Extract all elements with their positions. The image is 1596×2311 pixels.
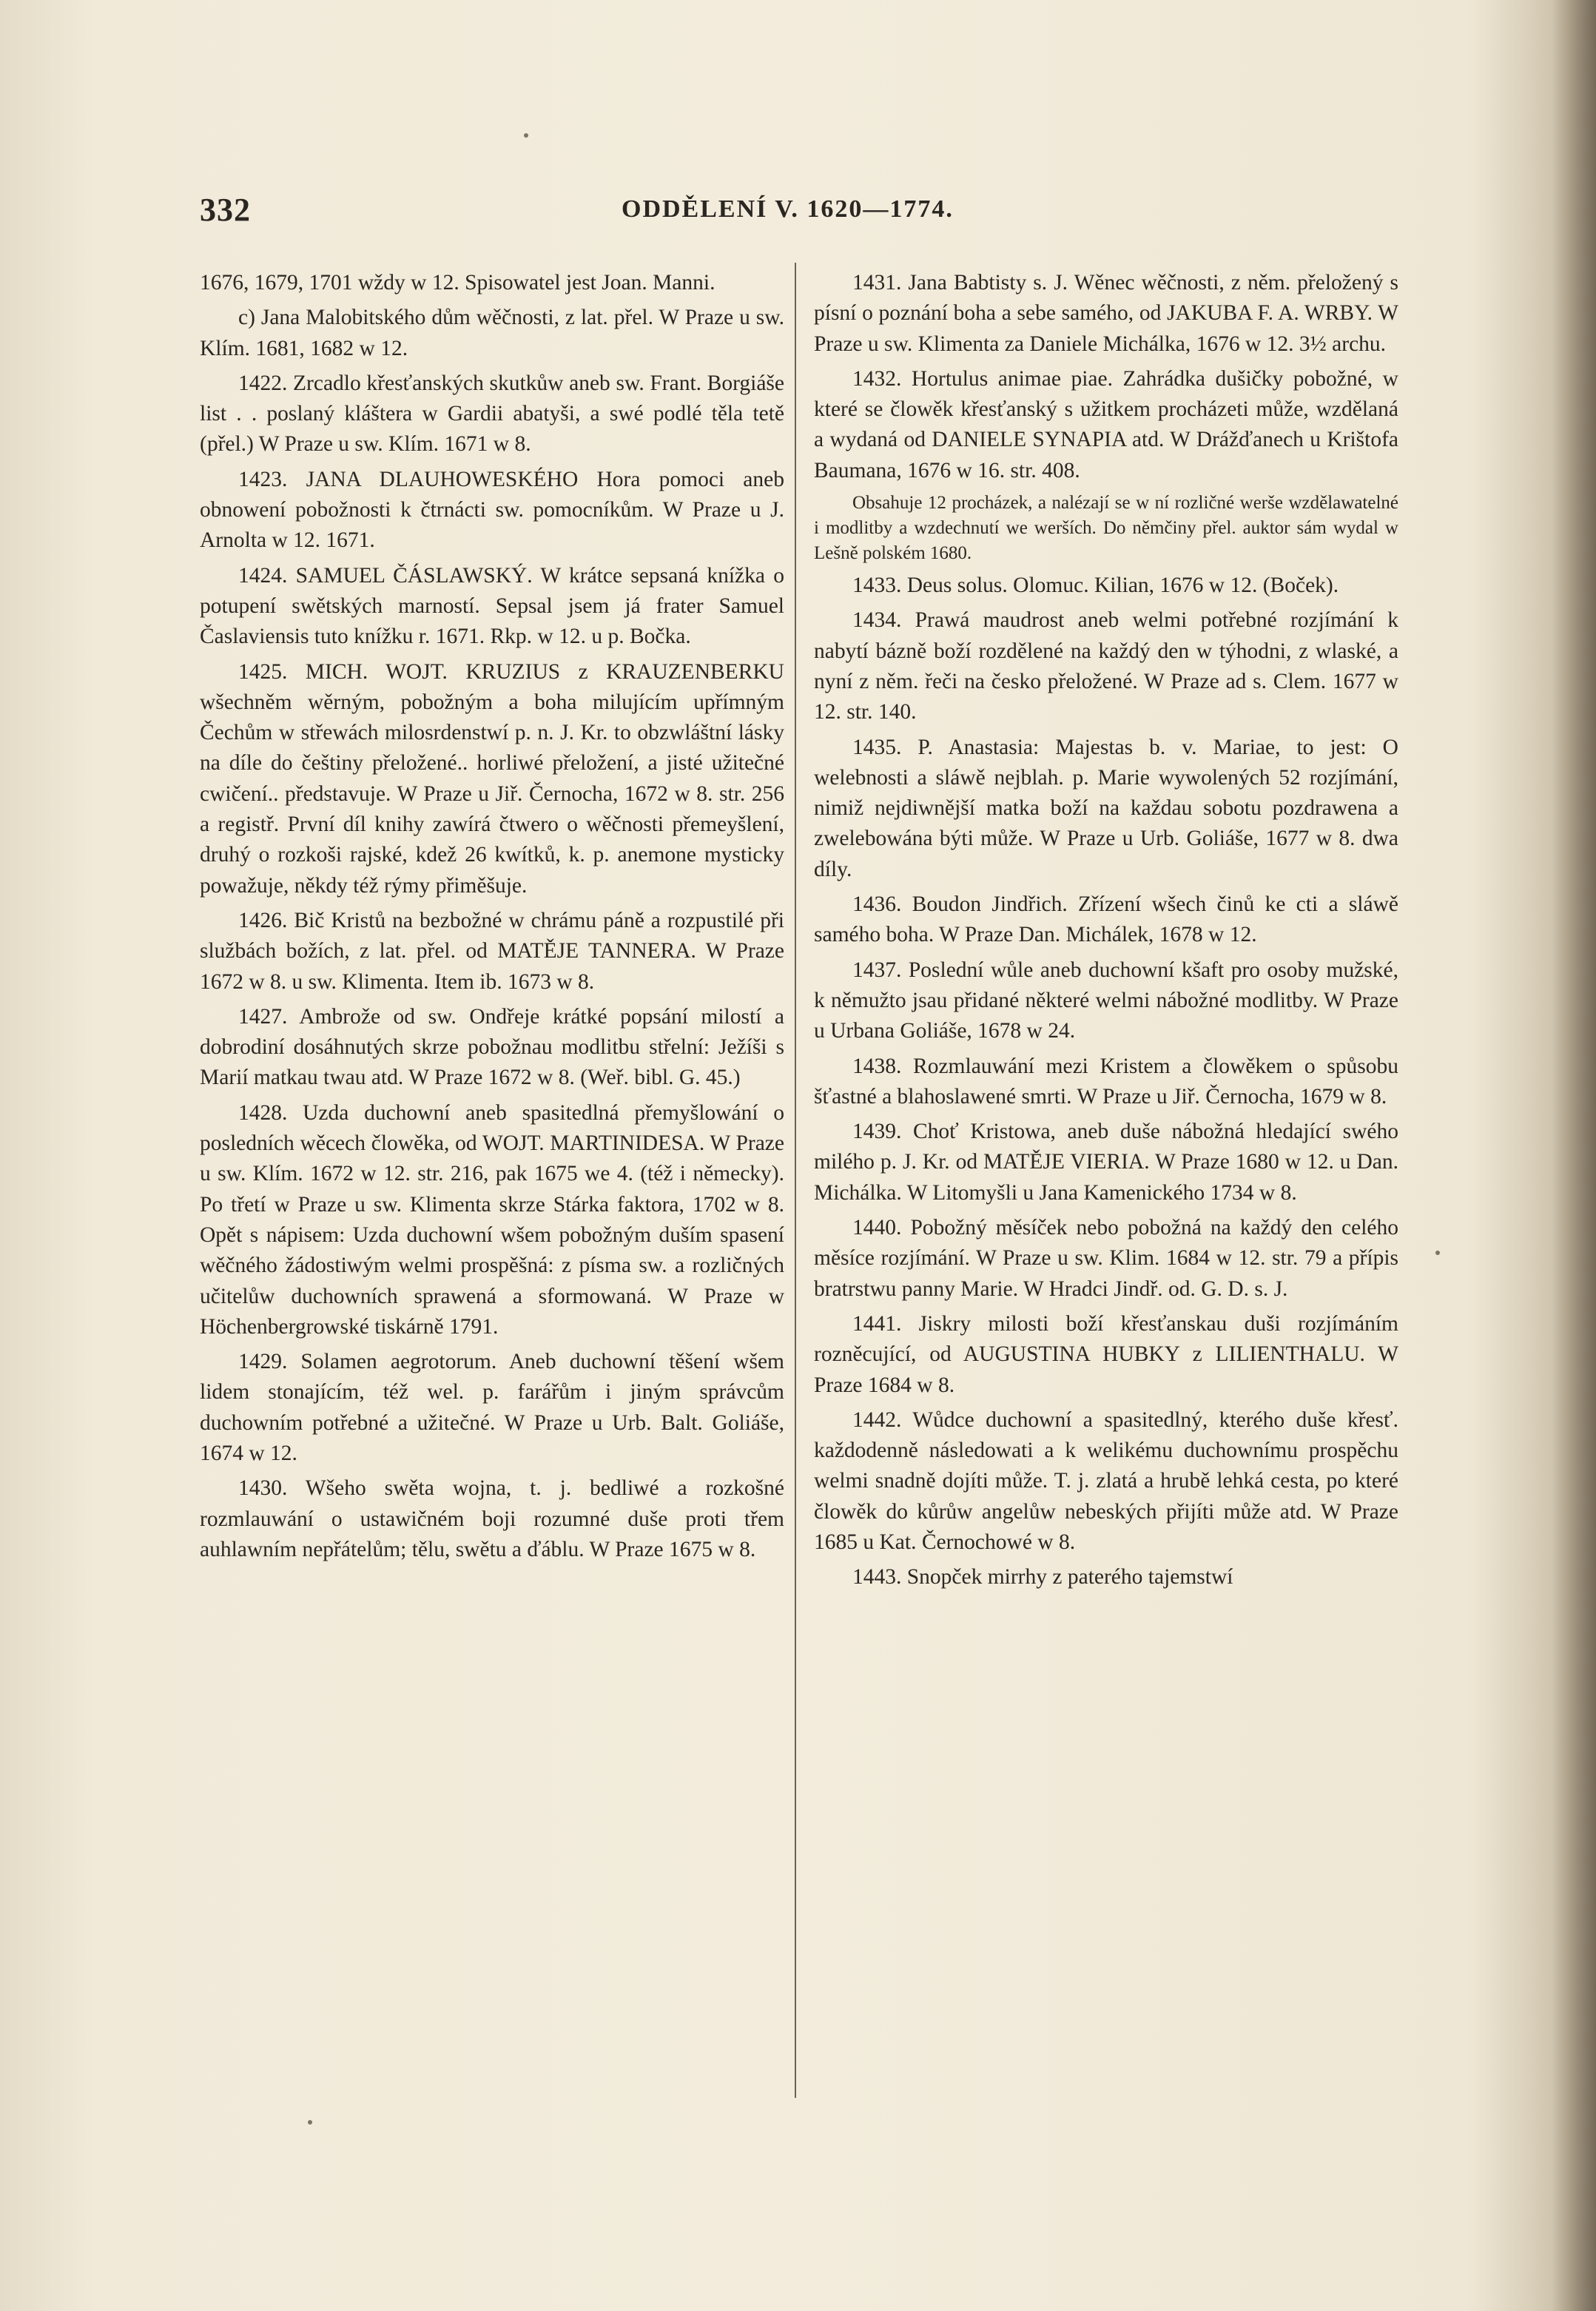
entry-1431: 1431. Jana Babtisty s. J. Wěnec wěčnosti, z něm. přeložený s písní o poznání boha a sebe samého, od JAKUBA F. A. WRBY. W Praze u sw. Klimenta za Daniele Michálka, 1676 w 12. 3½ archu. bbox=[814, 271, 1398, 356]
entry-1432: 1432. Hortulus animae piae. Zahrádka dušičky pobožné, w které se člowěk křesťanský s užitkem procházeti může, wzdělaná a wydaná od DANIELE SYNAPIA atd. W Drážďanech u Krištofa Baumana, 1676 w 16. str. 408. bbox=[814, 366, 1398, 482]
entry-1441: 1441. Jiskry milosti boží křesťanskau duši rozjímáním rozněcující, od AUGUSTINA HUBKY z LILIENTHALU. W Praze 1684 w 8. bbox=[814, 1311, 1398, 1397]
entry-1430: 1430. Wšeho swěta wojna, t. j. bedliwé a rozkošné rozmlauwání o ustawičném boji rozumné duše proti třem auhlawním nepřátelům; tělu, swětu a ďáblu. W Praze 1675 w 8. bbox=[200, 1476, 784, 1561]
paper-speck bbox=[308, 2120, 312, 2125]
entry-1428: 1428. Uzda duchowní aneb spasitedlná přemyšlowání o posledních wěcech člowěka, od WOJT. MARTINIDESA. W Praze u sw. Klím. 1672 w 12. str. 216, pak 1675 we 4. (též i německy). Po třetí w Praze u sw. Klimenta skrze Stárka faktora, 1702 w 8. Opět s nápisem: Uzda duchowní wšem pobožným duším spasení wěčného žádostiwým welmi prospěšná: z písma sw. a rozličných učitelůw duchowních sprawená a sformowaná. W Praze w Höchenbergrowské tiskárně 1791. bbox=[200, 1100, 784, 1339]
entry-1434: 1434. Prawá maudrost aneb welmi potřebné rozjímání k nabytí bázně boží rozdělené na každý den w týhodni, z wlaské, a nyní z něm. řeči na česko přeložené. W Praze ad s. Clem. 1677 w 12. str. 140. bbox=[814, 608, 1398, 724]
entry-1443: 1443. Snopček mirrhy z paterého tajemstwí bbox=[852, 1565, 1233, 1590]
note-small-print: Obsahuje 12 procházek, a nalézají se w ní rozličné werše wzdělawatelné i modlitby a wzdechnutí we werších. Do němčiny přel. auktor sám wydal w Lešně polském 1680. bbox=[814, 493, 1398, 564]
page-number: 332 bbox=[200, 192, 251, 228]
entry-1439: 1439. Choť Kristowa, aneb duše nábožná hledající swého milého p. J. Kr. od MATĚJE VIERIA. W Praze 1680 w 12. u Dan. Michálka. W Litomyšli u Jana Kamenického 1734 w 8. bbox=[814, 1120, 1398, 1205]
entry-1433: 1433. Deus solus. Olomuc. Kilian, 1676 w 12. (Boček). bbox=[852, 573, 1339, 598]
entry-1436: 1436. Boudon Jindřich. Zřízení wšech činů ke cti a sláwě samého boha. W Praze Dan. Michálek, 1678 w 12. bbox=[814, 892, 1398, 947]
left-column bbox=[200, 268, 784, 1570]
entry-1424: 1424. SAMUEL ČÁSLAWSKÝ. W krátce sepsaná knížka o potupení swětských marností. Sepsal jsem já frater Samuel Časlaviensis tuto knížku r. 1671. Rkp. w 12. u p. Bočka. bbox=[200, 563, 784, 649]
entry-1432-note bbox=[814, 491, 1398, 566]
entry-1437: 1437. Poslední wůle aneb duchowní kšaft pro osoby mužské, k němužto jsau přidané některé welmi nábožné modlitby. W Praze u Urbana Goliáše, 1678 w 24. bbox=[814, 958, 1398, 1043]
entry-1435: 1435. P. Anastasia: Majestas b. v. Mariae, to jest: O welebnosti a sláwě nejblah. p. Marie wywolených 52 rozjímání, nimiž nejdiwnější matka boží na každau sobotu pozdrawena a zwelebowána býti může. W Praze u Urb. Goliáše, 1677 w 8. dwa díly. bbox=[814, 735, 1398, 881]
entry-continuation: 1676, 1679, 1701 wždy w 12. Spisowatel jest Joan. Manni. bbox=[200, 271, 715, 295]
entry-1442: 1442. Wůdce duchowní a spasitedlný, kterého duše křesť. každodenně následowati a k welikému duchownímu prospěchu welmi snadně dojíti může. T. j. zlatá a hrubě lehká cesta, po které člowěk do kůrůw angelůw nebeských přijíti může atd. W Praze 1685 u Kat. Černochowé w 8. bbox=[814, 1407, 1398, 1554]
right-column bbox=[814, 268, 1398, 1598]
running-head: ODDĚLENÍ V. 1620—1774. bbox=[622, 195, 954, 223]
entry-sub-c: c) Jana Malobitského dům wěčnosti, z lat. přel. W Praze u sw. Klím. 1681, 1682 w 12. bbox=[200, 306, 784, 360]
paper-speck bbox=[524, 133, 528, 138]
column-divider bbox=[795, 263, 796, 2098]
entry-1427: 1427. Ambrože od sw. Ondřeje krátké popsání milostí a dobrodiní dosáhnutých skrze pobožnau modlitbu střelní: Ježíši s Marií matkau twau atd. W Praze 1672 w 8. (Weř. bibl. G. 45.) bbox=[200, 1004, 784, 1090]
paper-speck bbox=[1435, 1251, 1440, 1255]
page-header bbox=[200, 191, 1384, 235]
entry-1438: 1438. Rozmlauwání mezi Kristem a člowěkem o spůsobu šťastné a blahoslawené smrti. W Praze u Jiř. Černocha, 1679 w 8. bbox=[814, 1054, 1398, 1109]
entry-1440: 1440. Pobožný měsíček nebo pobožná na každý den celého měsíce rozjímání. W Praze u sw. Klim. 1684 w 12. str. 79 a přípis bratrstwu panny Marie. W Hradci Jindř. od. G. D. s. J. bbox=[814, 1216, 1398, 1301]
book-spine-shadow bbox=[1552, 0, 1596, 2311]
entry-1426: 1426. Bič Kristů na bezbožné w chrámu páně a rozpustilé při službách božích, z lat. přel. od MATĚJE TANNERA. W Praze 1672 w 8. u sw. Klimenta. Item ib. 1673 w 8. bbox=[200, 908, 784, 994]
entry-1429: 1429. Solamen aegrotorum. Aneb duchowní těšení wšem lidem stonajícím, též wel. p. farářům i jiným správcům duchowním potřebné a užitečné. W Praze u Urb. Balt. Goliáše, 1674 w 12. bbox=[200, 1350, 784, 1465]
entry-1422: 1422. Zrcadlo křesťanských skutkůw aneb sw. Frant. Borgiáše list . . poslaný kláštera w Gardii abatyši, a swé podlé těla tetě (přel.) W Praze u sw. Klím. 1671 w 8. bbox=[200, 371, 784, 457]
entry-1423: 1423. JANA DLAUHOWESKÉHO Hora pomoci aneb obnowení pobožnosti k čtrnácti sw. pomocníkům. W Praze u J. Arnolta w 12. 1671. bbox=[200, 467, 784, 553]
entry-1425: 1425. MICH. WOJT. KRUZIUS z KRAUZENBERKU wšechněm wěrným, pobožným a boha milujícím upřímným Čechům w střewách milosrdenstwí p. n. J. Kr. to obzwláštní lásky na díle do češtiny přeložené.. horliwé přeložení, a jisté užitečné cwičení.. představuje. W Praze u Jiř. Černocha, 1672 w 8. str. 256 a registř. První díl knihy zawírá čtwero o wěčnosti přemeyšlení, druhý o rozkoši rajské, kdež 26 kwítků, k. p. anemone mysticky powažuje, někdy též rýmy přiměšuje. bbox=[200, 659, 784, 898]
